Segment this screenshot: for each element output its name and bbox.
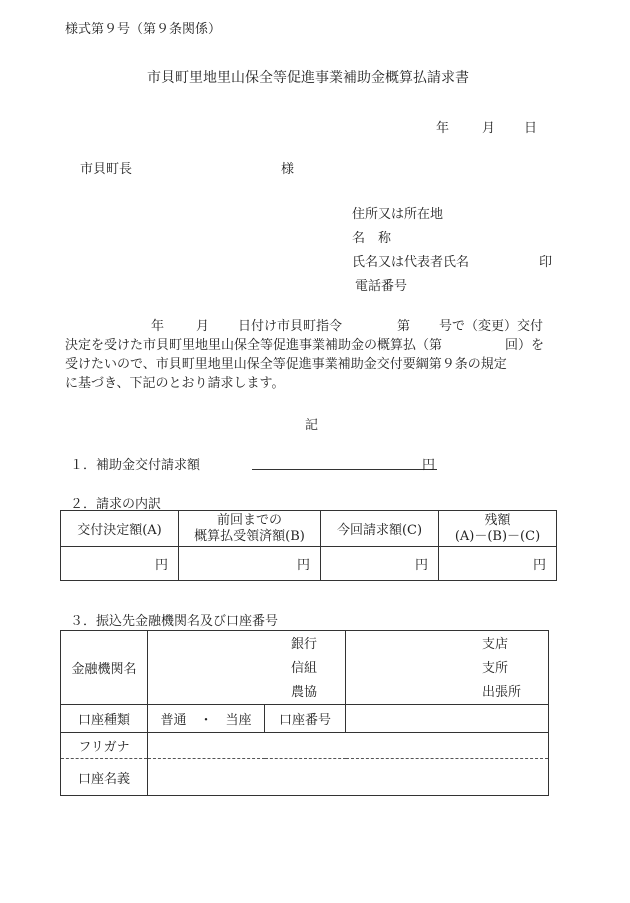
body-line4: に基づき、下記のとおり請求します。 — [65, 376, 285, 391]
body-line3: 受けたいので、市貝町里地里山保全等促進事業補助金交付要綱第９条の規定 — [65, 357, 507, 372]
header-previous-received — [179, 511, 321, 547]
section2-label: ２．請求の内訳 — [70, 497, 162, 512]
branch-type-sub-branch: 支所 — [482, 661, 509, 676]
header-previous-line2: 概算払受領済額(B) — [194, 528, 305, 544]
account-type-options[interactable]: 普通 ・ 当座 — [148, 705, 265, 733]
account-holder-label: 口座名義 — [61, 759, 148, 796]
furigana-cell[interactable] — [148, 733, 549, 759]
date-month: 月 — [482, 121, 496, 136]
cell-decision-amount[interactable]: 円 — [61, 547, 179, 581]
amount-underline[interactable] — [252, 452, 437, 470]
addressee-honorific: 様 — [281, 162, 295, 177]
applicant-representative-label: 氏名又は代表者氏名 — [352, 255, 470, 270]
ki-heading: 記 — [305, 418, 319, 433]
bank-name-label: 金融機関名 — [61, 631, 148, 705]
bank-type-credit-union: 信組 — [291, 661, 318, 676]
header-balance-line1: 残額 — [484, 512, 511, 528]
date-day: 日 — [524, 121, 538, 136]
body-line2a: 決定を受けた市貝町里地里山保全等促進事業補助金の概算払（第 — [65, 338, 443, 353]
bank-table — [60, 630, 549, 796]
bank-name-cell[interactable] — [148, 631, 346, 705]
cell-previous-received[interactable]: 円 — [179, 547, 321, 581]
account-number-label: 口座番号 — [265, 705, 346, 733]
branch-type-branch: 支店 — [482, 637, 509, 652]
header-balance-line2: (A)－(B)－(C) — [454, 528, 541, 544]
body-line1-rest: 号で（変更）交付 — [439, 319, 544, 334]
applicant-phone-label: 電話番号 — [355, 279, 408, 294]
body-line2b: 回）を — [505, 338, 545, 353]
branch-type-office: 出張所 — [482, 685, 522, 700]
breakdown-table — [60, 510, 557, 581]
account-number-cell[interactable] — [346, 705, 549, 733]
section1-label: １．補助金交付請求額 — [70, 458, 201, 473]
header-current-claim: 今回請求額(C) — [321, 511, 439, 547]
header-previous-line1: 前回までの — [216, 512, 282, 528]
branch-cell[interactable] — [346, 631, 549, 705]
body-year: 年 — [151, 319, 165, 334]
cell-balance[interactable]: 円 — [439, 547, 557, 581]
body-day-ref: 日付け市貝町指令 — [238, 319, 343, 334]
furigana-label: フリガナ — [61, 733, 148, 759]
document-title: 市貝町里地里山保全等促進事業補助金概算払請求書 — [147, 70, 469, 86]
date-year: 年 — [436, 121, 450, 136]
header-decision-amount: 交付決定額(A) — [61, 511, 179, 547]
cell-current-claim[interactable]: 円 — [321, 547, 439, 581]
applicant-address-label: 住所又は所在地 — [352, 207, 444, 222]
body-month: 月 — [196, 319, 210, 334]
header-balance — [439, 511, 557, 547]
section3-label: ３．振込先金融機関名及び口座番号 — [70, 614, 279, 629]
form-number: 様式第９号（第９条関係） — [65, 22, 222, 37]
addressee-name: 市貝町長 — [80, 162, 133, 177]
section1-unit: 円 — [422, 458, 436, 473]
seal-mark: 印 — [539, 255, 553, 270]
account-type-label: 口座種類 — [61, 705, 148, 733]
bank-type-agri-coop: 農協 — [291, 685, 318, 700]
body-no: 第 — [397, 319, 411, 334]
bank-type-bank: 銀行 — [291, 637, 318, 652]
account-holder-cell[interactable] — [148, 759, 549, 796]
applicant-name-label: 名 称 — [352, 231, 392, 246]
